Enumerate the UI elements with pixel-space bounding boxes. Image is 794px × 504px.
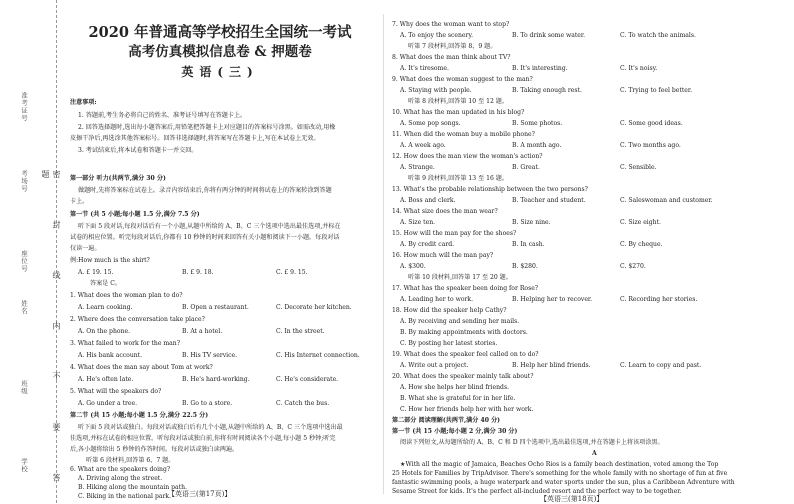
part2-section1-heading: 第一节 (共 15 小题;每小题 2 分,满分 30 分) xyxy=(392,428,518,435)
option-a: A. On the phone. xyxy=(78,328,131,335)
instruction-line: 试卷的相应位置。听完每段对话后,你都有 10 秒钟的时间来回答有关小题和阅读下一小题。每段对话 xyxy=(70,234,340,241)
option-c: C. Some good ideas. xyxy=(620,120,683,127)
option-a: A. Size ten. xyxy=(400,219,436,226)
question: 10. What has the man updated in his blog? xyxy=(392,109,525,116)
option-b: B. Teacher and student. xyxy=(512,197,586,204)
option-a: A. Boss and clerk. xyxy=(400,197,456,204)
option-b: B. Great. xyxy=(512,164,540,171)
notes-line: 皮擦干净后,再选涂其他答案标号。回答非选择题时,将答案写在答题卡上,写在本试卷上无效。 xyxy=(70,135,320,142)
passage-letter: A xyxy=(592,450,597,457)
option-b: B. Hiking along the mountain path. xyxy=(78,484,187,491)
option-c: C. Catch the bus. xyxy=(276,400,330,407)
instruction-line: 卡上。 xyxy=(70,198,89,205)
instruction-line: 阅读下列短文,从每题所给的 A、B、C 和 D 四个选项中,选出最佳选项,并在答题卡上将该项涂黑。 xyxy=(400,439,664,446)
option-b: B. To drink some water. xyxy=(512,32,586,39)
question: 9. What does the woman suggest to the man? xyxy=(392,76,533,83)
option-b: B. Taking enough rest. xyxy=(512,87,582,94)
option-b: B. He's hard-working. xyxy=(182,376,250,383)
notes-line: 1. 答题前,考生务必将自己的姓名、准考证号填写在答题卡上。 xyxy=(78,112,247,119)
listening-hint: 听第 9 段材料,回答第 13 至 16 题。 xyxy=(408,175,508,182)
option-a: A. By receiving and sending her mails. xyxy=(400,318,520,325)
instruction-line: 后,各小题将给出 5 秒钟的作答时间。每段对话或独白读两遍。 xyxy=(70,446,239,453)
seal-line-text: 密 封 线 内 不 要 答 题 xyxy=(41,170,61,502)
passage-line: 25 Hotels for Families by TripAdvisor. There's something for the whole family with no shortage of fun at five xyxy=(392,470,728,477)
page-footer-right: 【英语三(第18页)】 xyxy=(540,495,604,503)
question: 3. What failed to work for the man? xyxy=(70,340,180,347)
question: 15. How will the man pay for the shoes? xyxy=(392,230,517,237)
question: 19. What does the speaker feel called on to do? xyxy=(392,351,539,358)
option-a: A. Leading her to work. xyxy=(400,296,474,303)
option-a: A. Driving along the street. xyxy=(78,475,163,482)
exam-subtitle: 高考仿真模拟信息卷 & 押题卷 xyxy=(128,44,312,60)
option-b: B. Open a restaurant. xyxy=(182,304,249,311)
option-a: A. By credit card. xyxy=(400,241,455,248)
option-b: B. It's interesting. xyxy=(512,65,568,72)
option-b: B. Some photos. xyxy=(512,120,563,127)
listening-hint: 听第 10 段材料,回答第 17 至 20 题。 xyxy=(408,274,512,281)
option-c: C. To watch the animals. xyxy=(620,32,696,39)
option-a: A. Write out a project. xyxy=(400,362,469,369)
passage-line: fantastic swimming pools, a huge waterpark and water sports under the sun, plus a Caribbean Adventure with xyxy=(392,479,735,486)
question: 7. Why does the woman want to stop? xyxy=(392,21,510,28)
exam-title: 2020 年普通高等学校招生全国统一考试 xyxy=(88,24,352,41)
option-a: A. It's tiresome. xyxy=(400,65,449,72)
option-a: A. £ 19. 15. xyxy=(78,269,114,276)
option-b: B. In cash. xyxy=(512,241,545,248)
option-c: C. By cheque. xyxy=(620,241,663,248)
option-b: B. By making appointments with doctors. xyxy=(400,329,528,336)
option-a: A. Staying with people. xyxy=(400,87,472,94)
question: 2. Where does the conversation take place? xyxy=(70,316,205,323)
option-c: C. He's considerate. xyxy=(276,376,339,383)
subject-title: 英语(三) xyxy=(181,65,259,79)
question: 16. How much will the man pay? xyxy=(392,252,494,259)
listening-hint: 听第 7 段材料,回答第 8、9 题。 xyxy=(408,43,497,50)
option-c: C. Decorate her kitchen. xyxy=(276,304,352,311)
option-b: B. Size nine. xyxy=(512,219,551,226)
option-a: A. Go under a tree. xyxy=(78,400,138,407)
notes-line: 3. 考试结束后,将本试卷和答题卡一并交回。 xyxy=(78,147,198,154)
option-b: B. A month ago. xyxy=(512,142,562,149)
instruction-line: 听下面 5 段对话或独白。每段对话或独白后有几个小题,从题中所给的 A、B、C 三个选项中选出最 xyxy=(78,424,343,431)
binding-label-room: 考场号 xyxy=(20,170,28,193)
instruction-line: 仅读一遍。 xyxy=(70,245,101,252)
option-a: A. Strange. xyxy=(400,164,435,171)
listening-hint: 听第 6 段材料,回答第 6、7 题。 xyxy=(86,457,175,464)
option-c: C. Learn to copy and past. xyxy=(620,362,702,369)
binding-label-name: 姓名 xyxy=(20,300,28,315)
listening-hint: 听第 8 段材料,回答第 10 至 12 题。 xyxy=(408,98,508,105)
option-c: C. By posting her latest stories. xyxy=(400,340,498,347)
instruction-line: 做题时,先将答案标在试卷上。录音内容结束后,你将有两分钟的时间将试卷上的答案转涂到答题 xyxy=(78,187,332,194)
option-c: C. £ 9. 15. xyxy=(276,269,308,276)
example-answer: 答案是 C。 xyxy=(90,280,121,287)
question: 8. What does the man think about TV? xyxy=(392,54,511,61)
binding-label-school: 学校 xyxy=(20,458,28,473)
binding-label-exam-number: 准考证号 xyxy=(20,92,28,122)
binding-margin xyxy=(0,0,61,503)
option-c: C. Trying to feel better. xyxy=(620,87,693,94)
part1-heading: 第一部分 听力(共两节,满分 30 分) xyxy=(70,175,166,182)
option-c: C. How her friends help her with her work. xyxy=(400,406,534,413)
option-c: C. It's noisy. xyxy=(620,65,658,72)
option-c: C. Recording her stories. xyxy=(620,296,698,303)
option-b: B. Help her blind friends. xyxy=(512,362,591,369)
option-b: B. What she is grateful for in her life. xyxy=(400,395,516,402)
option-b: B. Go to a store. xyxy=(182,400,233,407)
part2-heading: 第二部分 阅读理解(共两节,满分 40 分) xyxy=(392,417,501,424)
option-b: B. At a hotel. xyxy=(182,328,223,335)
question: 11. When did the woman buy a mobile phone? xyxy=(392,131,535,138)
notes-heading: 注意事项: xyxy=(70,99,97,106)
option-c: C. Saleswoman and customer. xyxy=(620,197,713,204)
page-footer-left: 【英语三(第17页)】 xyxy=(168,490,232,498)
option-c: C. Size eight. xyxy=(620,219,661,226)
option-a: A. A week ago. xyxy=(400,142,446,149)
option-c: C. Biking in the national park. xyxy=(78,493,172,500)
option-a: A. Learn cooking. xyxy=(78,304,133,311)
notes-line: 2. 回答选择题时,选出每小题答案后,用铅笔把答题卡上对应题目的答案标号涂黑。如需改动,用橡 xyxy=(78,124,336,131)
example-question: 例:How much is the shirt? xyxy=(70,257,150,264)
option-c: C. His Internet connection. xyxy=(276,352,360,359)
question: 18. How did the speaker help Cathy? xyxy=(392,307,507,314)
question: 17. What has the speaker been doing for Rose? xyxy=(392,285,539,292)
option-c: C. Sensible. xyxy=(620,164,657,171)
option-a: A. His bank account. xyxy=(78,352,143,359)
option-a: A. How she helps her blind friends. xyxy=(400,384,510,391)
option-c: C. Two months ago. xyxy=(620,142,681,149)
option-a: A. To enjoy the scenery. xyxy=(400,32,474,39)
passage-line: ★With all the magic of Jamaica, Beaches Ocho Rios is a family beach destination, voted among the Top xyxy=(400,461,719,468)
question: 4. What does the man say about Tom at work? xyxy=(70,364,213,371)
question: 13. What's the probable relationship between the two persons? xyxy=(392,186,588,193)
question: 1. What does the woman plan to do? xyxy=(70,292,183,299)
binding-label-seat: 座位号 xyxy=(20,250,28,273)
option-c: C. $270. xyxy=(620,263,646,270)
instruction-line: 听下面 5 段对话,每段对话后有一个小题,从题中所给的 A、B、C 三个选项中选出最佳选项,并标在 xyxy=(78,223,341,230)
option-c: C. In the street. xyxy=(276,328,325,335)
question: 12. How does the man view the woman's action? xyxy=(392,153,543,160)
question: 5. What will the speakers do? xyxy=(70,388,162,395)
question: 14. What size does the man wear? xyxy=(392,208,498,215)
option-a: A. Some pop songs. xyxy=(400,120,461,127)
passage-line: Sesame Street for kids. It's the perfect all-included resort and the perfect way to be together. xyxy=(392,488,682,495)
option-b: B. £ 9. 18. xyxy=(182,269,214,276)
option-b: B. His TV service. xyxy=(182,352,238,359)
question: 20. What does the speaker mainly talk about? xyxy=(392,373,534,380)
option-a: A. He's often late. xyxy=(78,376,134,383)
option-b: B. $280. xyxy=(512,263,538,270)
instruction-line: 佳选项,并标在试卷的相应位置。听每段对话或独白前,你将有时间阅读各个小题,每小题 5 秒钟;听完 xyxy=(70,435,336,442)
option-b: B. Helping her to recover. xyxy=(512,296,593,303)
binding-label-class: 班级 xyxy=(20,380,28,395)
section2-heading: 第二节 (共 15 小题;每小题 1.5 分,满分 22.5 分) xyxy=(70,412,209,419)
section1-heading: 第一节 (共 5 小题;每小题 1.5 分,满分 7.5 分) xyxy=(70,211,200,218)
column-divider xyxy=(383,14,384,494)
question: 6. What are the speakers doing? xyxy=(70,466,171,473)
option-a: A. $300. xyxy=(400,263,426,270)
